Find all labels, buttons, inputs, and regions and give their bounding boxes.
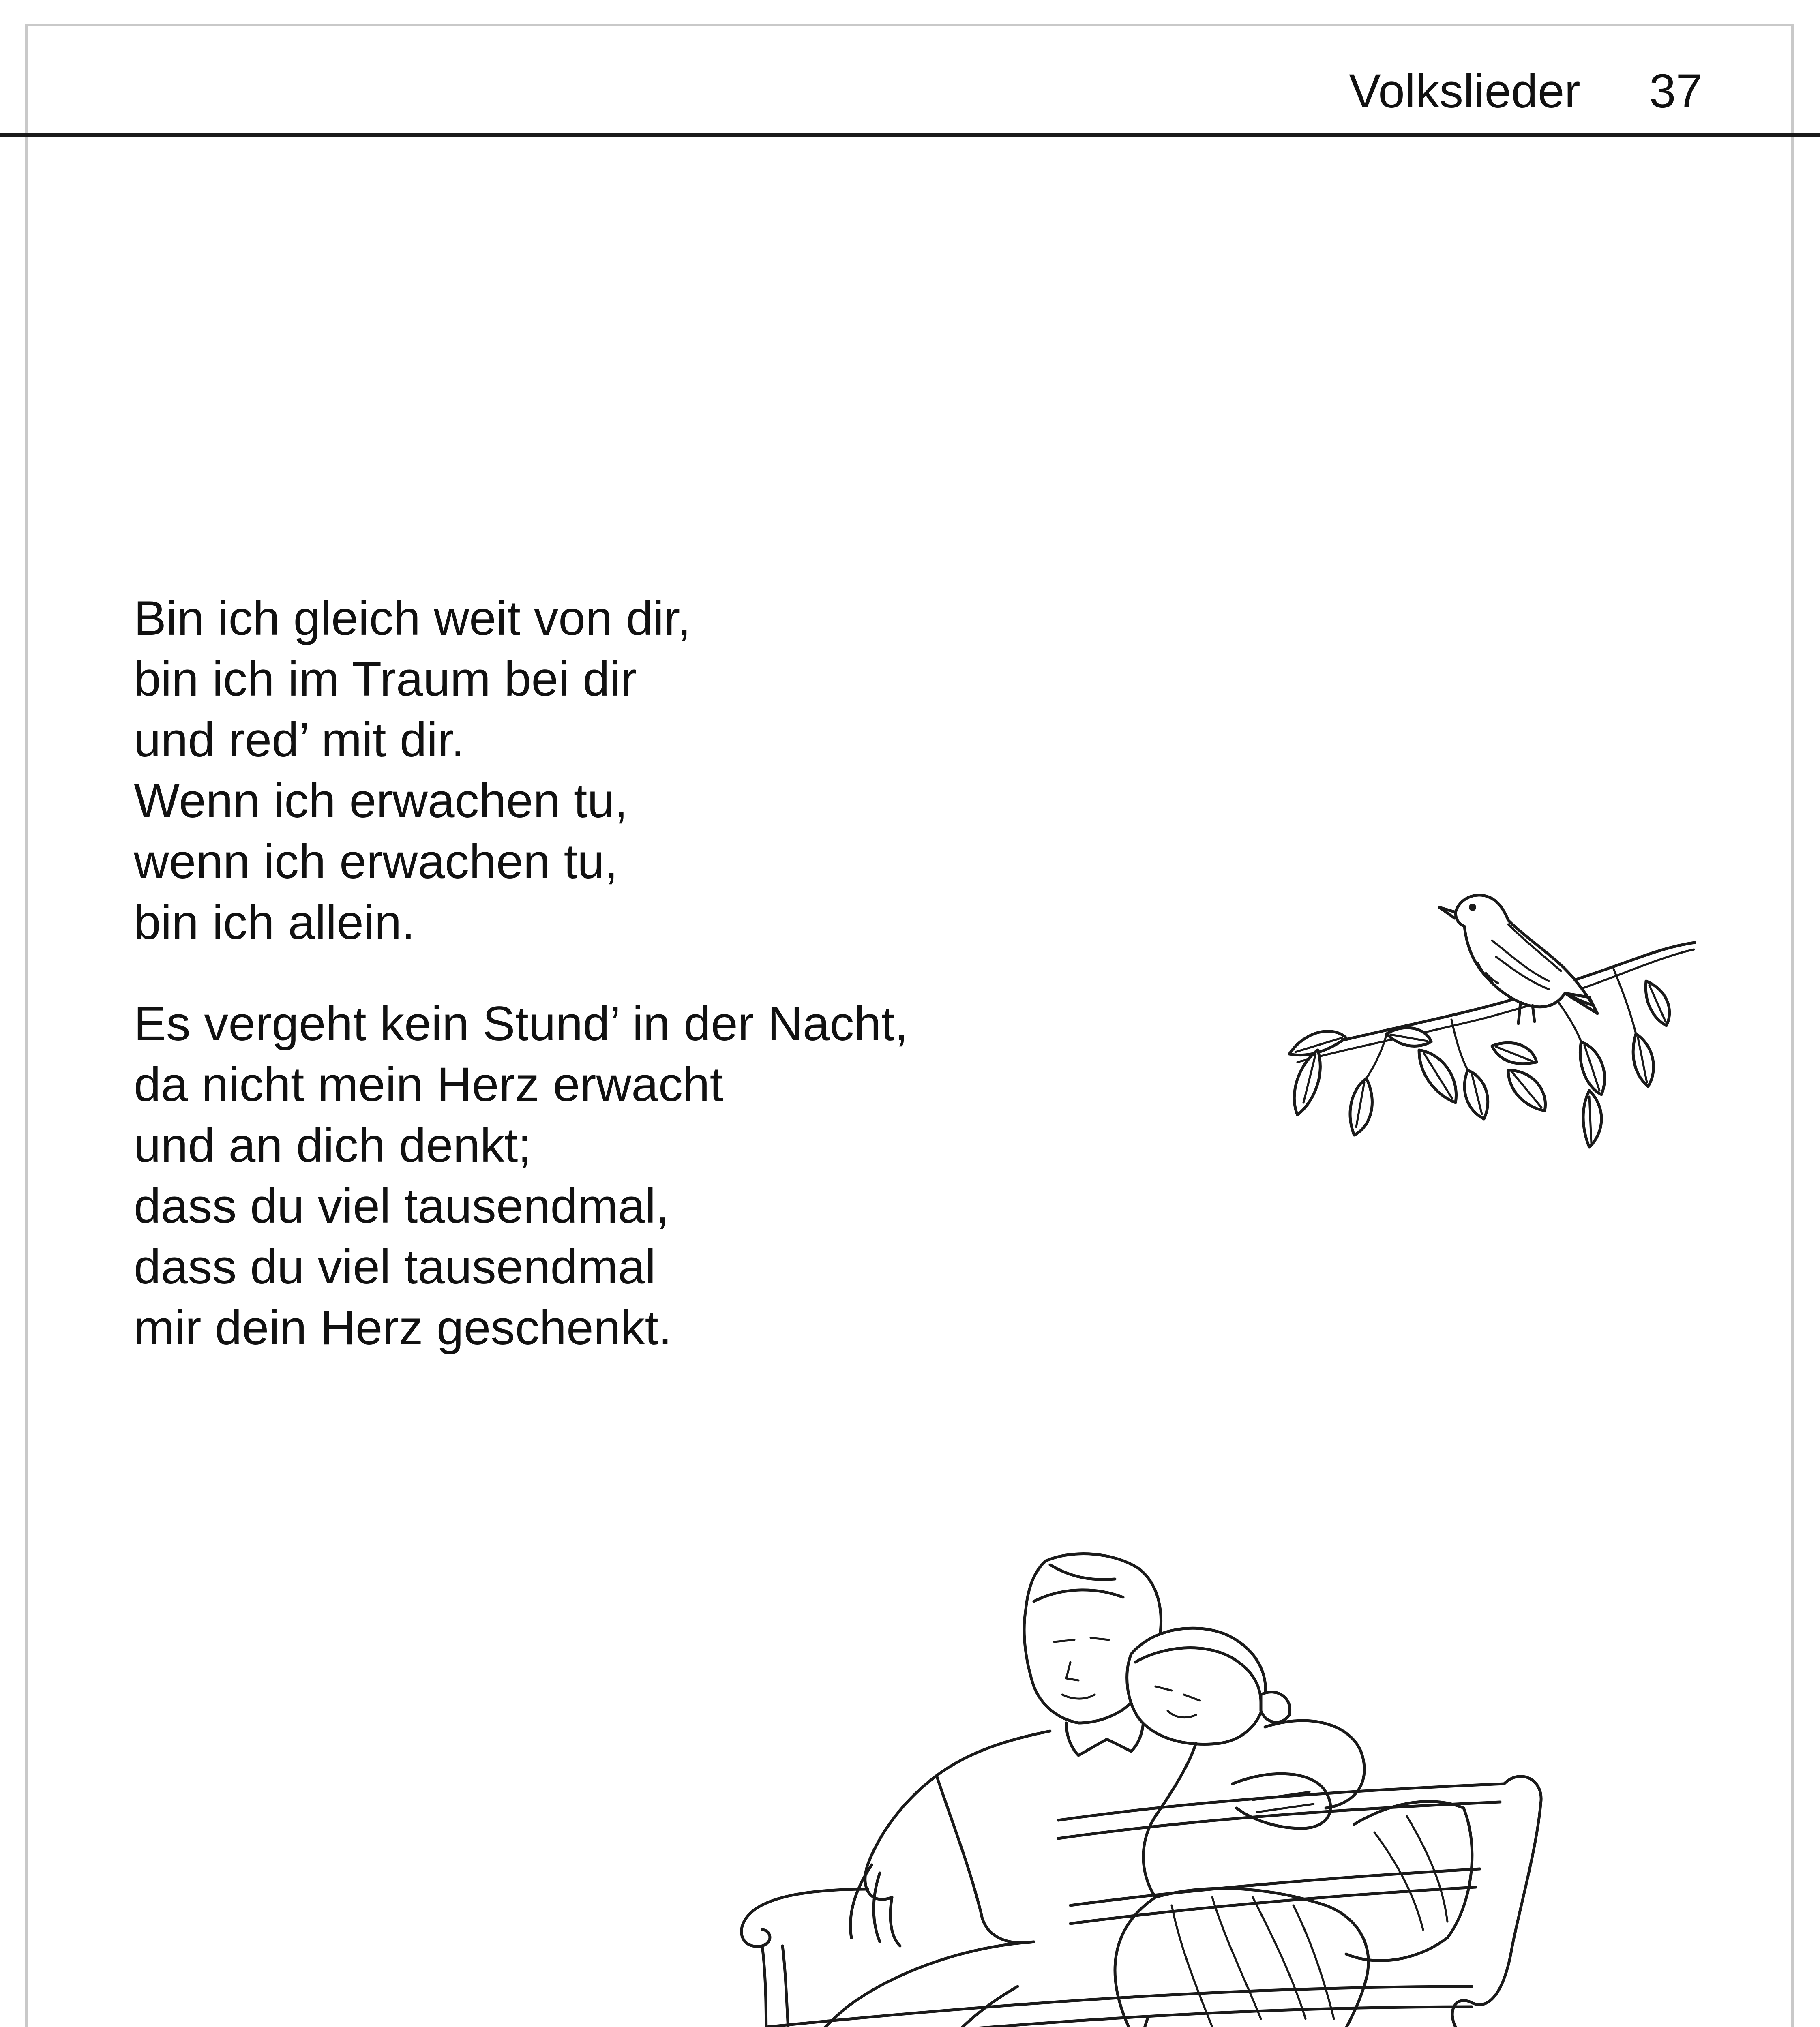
verse-line: da nicht mein Herz erwacht (134, 1057, 723, 1112)
verse-line: Es vergeht kein Stund’ in der Nacht, (134, 996, 908, 1051)
header-rule (0, 133, 1820, 137)
running-head (1349, 61, 1702, 122)
stanza-1 (134, 588, 691, 953)
page-number: 37 (1649, 64, 1702, 118)
stanza-2 (134, 993, 908, 1358)
section-title: Volkslieder (1349, 64, 1580, 118)
verse-line: dass du viel tausendmal (134, 1240, 656, 1294)
verse-line: bin ich im Traum bei dir (134, 652, 637, 706)
verse-line: und red’ mit dir. (134, 713, 465, 767)
bird-on-branch-drawing (1265, 859, 1711, 1168)
verse-line: bin ich allein. (134, 895, 415, 949)
verse-line: Wenn ich erwachen tu, (134, 774, 628, 828)
couple-on-bench-icon (482, 1541, 1561, 2027)
verse-line: mir dein Herz geschenkt. (134, 1301, 672, 1355)
verse-line: und an dich denkt; (134, 1118, 532, 1172)
verse-line: dass du viel tausendmal, (134, 1179, 669, 1233)
verse-line: wenn ich erwachen tu, (134, 834, 618, 889)
bird-on-branch-icon (1265, 859, 1711, 1168)
couple-on-bench-drawing (482, 1541, 1561, 2027)
verse-line: Bin ich gleich weit von dir, (134, 591, 691, 645)
